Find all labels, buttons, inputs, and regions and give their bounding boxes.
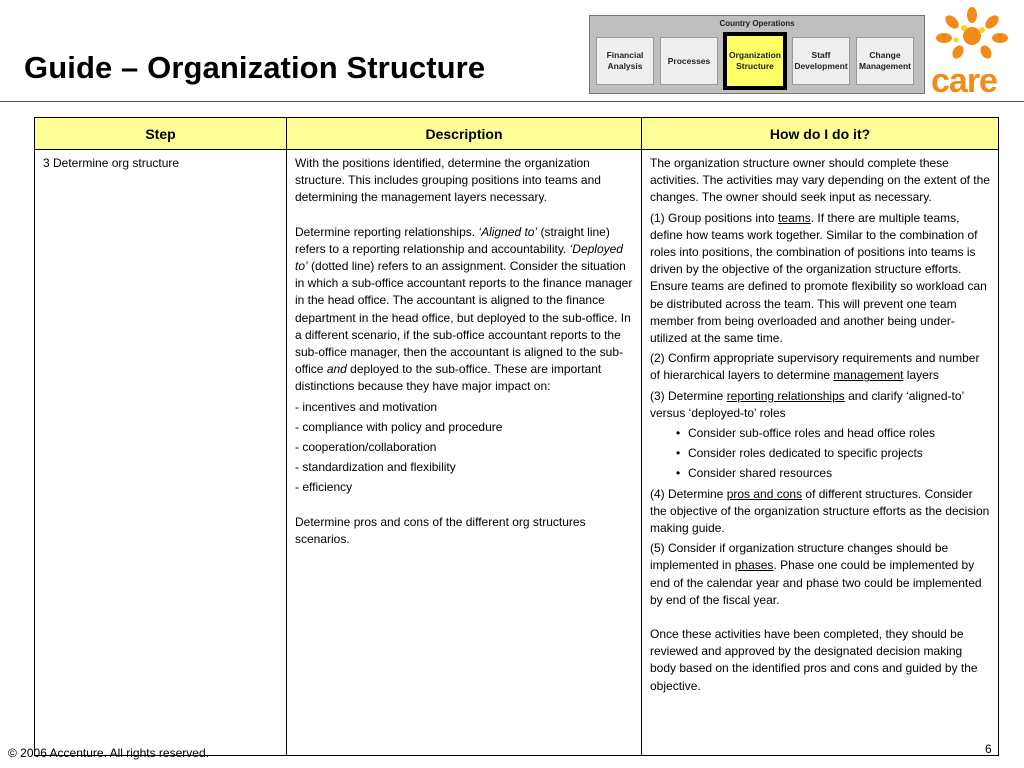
how-step-5: (5) Consider if organization structure changes should be implemented in phases. Phase one could be implemented by end of the calendar year and phase two could be implemented by end of the fiscal year. [650, 541, 982, 607]
list-item: - compliance with policy and procedure [295, 419, 503, 434]
description-reporting-relationships: Determine reporting relationships. ‘Aligned to’ (straight line) refers to a reporting relationship and accountability. ‘Deployed to’ (dotted line) refers to an assignment. Consider the situation in which a sub-office accountant reports to the finance manager in the head office. The accountant is aligned to the finance department in the head office, but deployed to the sub-office. In a different scenario, if the sub-office accountant reports to the sub-office manager, then the accountant is aligned to the sub-office and deployed to the sub-office. These are important distinctions because they have major impact on: [295, 224, 633, 394]
list-item: • Consider sub-office roles and head office roles [650, 425, 990, 442]
copyright-footer: © 2006 Accenture. All rights reserved. [8, 746, 209, 760]
guide-table [34, 117, 999, 756]
how-cell [642, 150, 999, 756]
nav-staff-development[interactable]: Staff Development [792, 37, 850, 85]
description-intro: With the positions identified, determine the organization structure. This includes grouping positions into teams and determining the management layers necessary. [295, 156, 601, 205]
list-item: - efficiency [295, 480, 353, 495]
how-intro: The organization structure owner should complete these activities. The activities may vary depending on the extent of the changes. The owner should seek input as necessary. [650, 156, 990, 205]
header-description: Description [287, 118, 642, 150]
title-divider [0, 101, 1024, 102]
how-step-2: (2) Confirm appropriate supervisory requirements and number of hierarchical layers to determine management layers [650, 351, 980, 383]
table-row [35, 150, 999, 756]
table-header-row [35, 118, 999, 150]
nav-title: Country Operations [719, 19, 795, 28]
list-item: • Consider roles dedicated to specific projects [650, 445, 990, 462]
list-item: • Consider shared resources [650, 465, 990, 482]
nav-processes[interactable]: Processes [660, 37, 718, 85]
how-bullet-list [650, 425, 990, 483]
how-step-4: (4) Determine pros and cons of different structures. Consider the objective of the organization structure efforts as the decision making guide. [650, 486, 990, 536]
step-cell [35, 150, 287, 756]
how-step-1: (1) Group positions into teams. If there are multiple teams, define how teams work together. Similar to the combination of roles into positions, the combination of positions into teams is driven by the objective of the organization structure efforts. Ensure teams are defined to promote flexibility so workload can be distributed across the team. This will prevent one team member from being overloaded and another being under-utilized at the same time. [650, 210, 987, 346]
nav-organization-structure[interactable]: Organization Structure [723, 32, 787, 90]
how-step-3: (3) Determine reporting relationships and clarify ‘aligned-to’ versus ‘deployed-to’ roles [650, 388, 964, 420]
description-pros-cons: Determine pros and cons of the different org structures scenarios. [295, 514, 586, 546]
page-number: 6 [985, 742, 992, 756]
care-logo-text: care [931, 62, 997, 100]
step-text: 3 Determine org structure [43, 156, 180, 170]
country-operations-nav [589, 15, 925, 94]
nav-financial-analysis[interactable]: Financial Analysis [596, 37, 654, 85]
how-conclusion: Once these activities have been completed, they should be reviewed and approved by the designated decision making body based on the identified pros and cons and guided by the objective. [650, 627, 978, 693]
header-how-do-i-do-it: How do I do it? [642, 118, 999, 150]
list-item: - incentives and motivation [295, 399, 438, 414]
header-step: Step [35, 118, 287, 150]
nav-change-management[interactable]: Change Management [856, 37, 914, 85]
list-item: - standardization and flexibility [295, 460, 456, 475]
list-item: - cooperation/collaboration [295, 440, 437, 455]
description-cell [287, 150, 642, 756]
slide-title: Guide – Organization Structure [24, 50, 486, 85]
